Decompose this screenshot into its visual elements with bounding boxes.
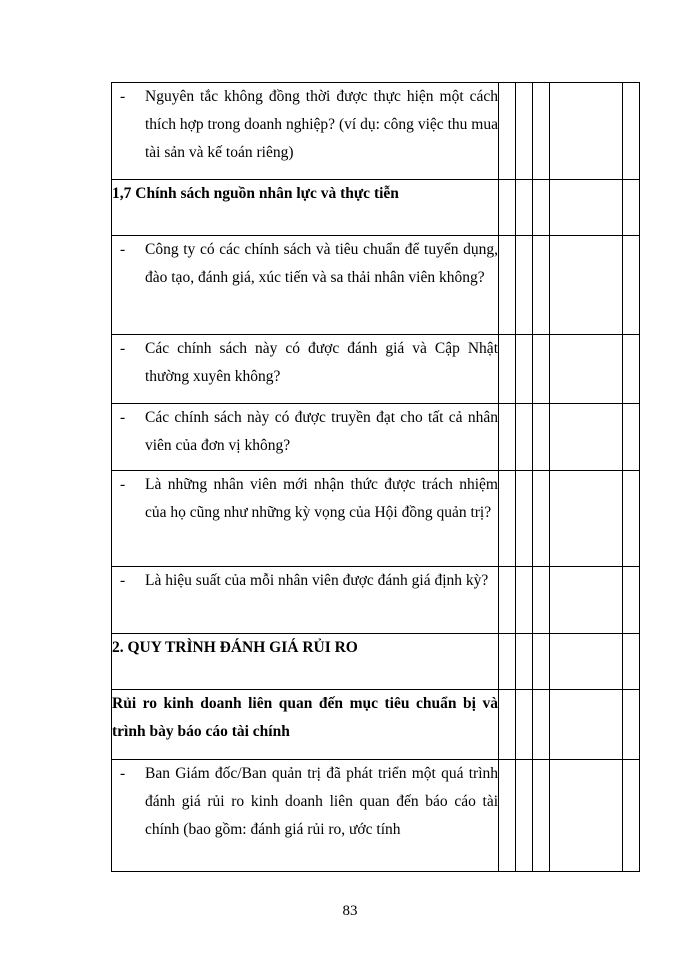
- bullet-dash: -: [120, 476, 126, 493]
- table-row: [112, 83, 640, 180]
- check-cell: [623, 236, 640, 335]
- check-cell: [623, 471, 640, 567]
- check-cell: [533, 567, 550, 634]
- note-cell: [550, 404, 623, 471]
- note-cell: [550, 760, 623, 872]
- note-cell: [550, 567, 623, 634]
- question-cell: [112, 83, 499, 180]
- check-cell: [533, 404, 550, 471]
- check-cell: [499, 760, 516, 872]
- check-cell: [623, 335, 640, 404]
- note-cell: [550, 335, 623, 404]
- question-text: Là hiệu suất của mỗi nhân viên được đánh giá định kỳ?: [145, 572, 489, 589]
- section-heading: Rủi ro kinh doanh liên quan đến mục tiêu chuẩn bị và trình bày báo cáo tài chính: [112, 690, 499, 760]
- bullet-dash: -: [120, 409, 126, 426]
- check-cell: [516, 335, 533, 404]
- check-cell: [623, 760, 640, 872]
- table-row: [112, 236, 640, 335]
- bullet-dash: -: [120, 765, 126, 782]
- note-cell: [550, 634, 623, 690]
- check-cell: [533, 634, 550, 690]
- check-cell: [533, 83, 550, 180]
- question-cell: [112, 760, 499, 872]
- check-cell: [516, 634, 533, 690]
- table-row: [112, 567, 640, 634]
- table-row: [112, 760, 640, 872]
- question-cell: [112, 567, 499, 634]
- table-row: [112, 180, 640, 236]
- check-cell: [623, 180, 640, 236]
- check-cell: [499, 634, 516, 690]
- check-cell: [516, 760, 533, 872]
- bullet-dash: -: [120, 572, 126, 589]
- question-text: Các chính sách này có được truyền đạt cho tất cả nhân viên của đơn vị không?: [145, 409, 498, 454]
- check-cell: [499, 236, 516, 335]
- bullet-dash: -: [120, 88, 126, 105]
- check-cell: [499, 471, 516, 567]
- check-cell: [499, 83, 516, 180]
- note-cell: [550, 236, 623, 335]
- note-cell: [550, 690, 623, 760]
- check-cell: [623, 404, 640, 471]
- check-cell: [499, 404, 516, 471]
- check-cell: [499, 567, 516, 634]
- table-row: [112, 634, 640, 690]
- note-cell: [550, 180, 623, 236]
- check-cell: [623, 83, 640, 180]
- check-cell: [533, 236, 550, 335]
- bullet-dash: -: [120, 241, 126, 258]
- check-cell: [516, 690, 533, 760]
- question-text: Các chính sách này có được đánh giá và Cập Nhật thường xuyên không?: [145, 340, 498, 385]
- page-number: 83: [342, 903, 358, 919]
- table-row: [112, 335, 640, 404]
- check-cell: [516, 567, 533, 634]
- check-cell: [499, 335, 516, 404]
- note-cell: [550, 471, 623, 567]
- check-cell: [533, 760, 550, 872]
- check-cell: [623, 567, 640, 634]
- check-cell: [533, 471, 550, 567]
- table-row: [112, 404, 640, 471]
- section-heading: 2. QUY TRÌNH ĐÁNH GIÁ RỦI RO: [112, 634, 499, 690]
- question-text: Là những nhân viên mới nhận thức được trách nhiệm của họ cũng như những kỳ vọng của Hội đồng quản trị?: [145, 476, 498, 521]
- question-cell: [112, 236, 499, 335]
- check-cell: [516, 404, 533, 471]
- note-cell: [550, 83, 623, 180]
- table-row: [112, 690, 640, 760]
- question-text: Công ty có các chính sách và tiêu chuẩn để tuyển dụng, đào tạo, đánh giá, xúc tiến và sa thải nhân viên không?: [145, 241, 498, 286]
- check-cell: [499, 690, 516, 760]
- table-row: [112, 471, 640, 567]
- check-cell: [533, 335, 550, 404]
- check-cell: [516, 236, 533, 335]
- checklist-table: [111, 82, 640, 872]
- question-cell: [112, 471, 499, 567]
- check-cell: [516, 180, 533, 236]
- check-cell: [516, 471, 533, 567]
- check-cell: [533, 690, 550, 760]
- section-heading: 1,7 Chính sách nguồn nhân lực và thực tiễn: [112, 180, 499, 236]
- check-cell: [533, 180, 550, 236]
- question-text: Ban Giám đốc/Ban quản trị đã phát triển một quá trình đánh giá rủi ro kinh doanh liên quan đến báo cáo tài chính (bao gồm: đánh giá rủi ro, ước tính: [145, 765, 498, 838]
- check-cell: [623, 690, 640, 760]
- question-cell: [112, 335, 499, 404]
- check-cell: [499, 180, 516, 236]
- bullet-dash: -: [120, 340, 126, 357]
- check-cell: [516, 83, 533, 180]
- question-text: Nguyên tắc không đồng thời được thực hiện một cách thích hợp trong doanh nghiệp? (ví dụ: công việc thu mua tài sản và kế toán riêng): [145, 88, 498, 161]
- question-cell: [112, 404, 499, 471]
- check-cell: [623, 634, 640, 690]
